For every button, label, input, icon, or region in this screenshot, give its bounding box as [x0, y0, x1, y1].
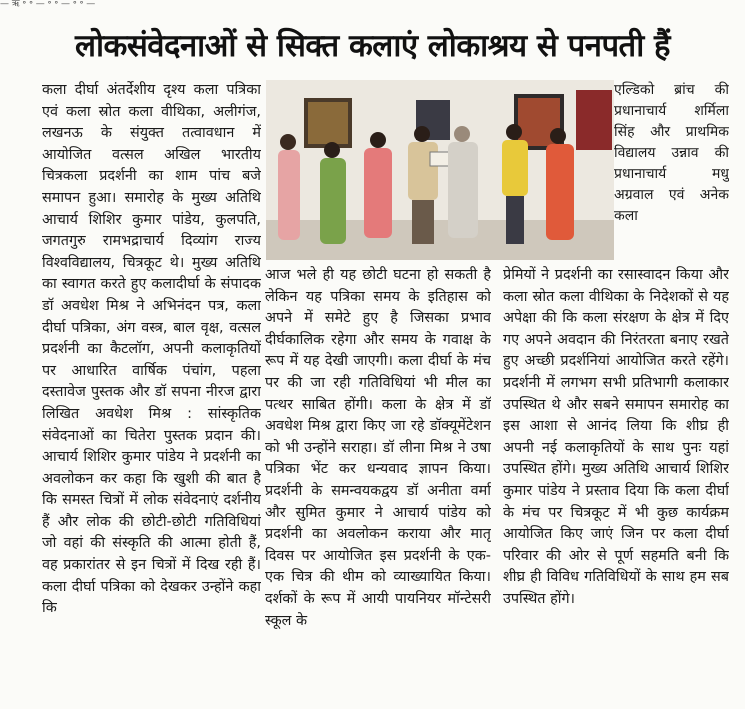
article-column-1 [42, 80, 261, 700]
column-2-text: आज भले ही यह छोटी घटना हो सकती है लेकिन यह पत्रिका समय के इतिहास को अपने में समेटे हुए है जिसका प्रभाव दीर्घकालिक रहेगा और समय के गवाक्ष के रूप में यह देखी जाएगी। कला दीर्घा के मंच पर की जा रही गतिविधियां भी मील का पत्थर साबित होंगी। कला के क्षेत्र में डॉ अवधेश मिश्र द्वारा किए जा रहे डॉक्यूमेंटेशन को भी उन्होंने सराहा। डॉ लीना मिश्र ने उषा पत्रिका भेंट कर धन्यवाद ज्ञापन किया। प्रदर्शनी के समन्वयकद्वय डॉ अनीता वर्मा और सुमित कुमार ने आचार्य पांडेय को प्रदर्शनी का अवलोकन कराया और मातृ दिवस पर आयोजित इस प्रदर्शनी के एक-एक चित्र की थीम को व्याख्यायित किया। दर्शकों के रूप में आयी पायनियर मॉन्टेसरी स्कूल के [265, 267, 491, 629]
article-column-2 [265, 265, 491, 705]
article-column-3 [503, 265, 729, 705]
article-column-3-top [614, 80, 729, 265]
column-1-text: कला दीर्घा अंतर्देशीय दृश्य कला पत्रिका एवं कला स्रोत कला वीथिका, अलीगंज, लखनऊ के संयुक्त तत्वावधान में आयोजित वत्सल अखिल भारतीय चित्रकला प्रदर्शनी का शाम पांच बजे समापन हुआ। समारोह के मुख्य अतिथि आचार्य शिशिर कुमार पांडेय, कुलपति, जगतगुरु रामभद्राचार्य दिव्यांग राज्य विश्वविद्यालय, चित्रकूट थे। मुख्य अतिथि का स्वागत करते हुए कलादीर्घा के संपादक डॉ अवधेश मिश्र ने अभिनंदन पत्र, कला दीर्घा पत्रिका, अंग वस्त्र, बाल वृक्ष, वत्सल प्रदर्शनी का कैटलॉग, अपनी कलाकृतियों पर आधारित वार्षिक पंचांग, पहला दस्तावेज पुस्तक और डॉ सपना नीरज द्वारा लिखित अवधेश मिश्र : सांस्कृतिक संवेदनाओं का चितेरा पुस्तक प्रदान की। आचार्य शिशिर कुमार पांडेय ने प्रदर्शनी का अवलोकन कर कहा कि खुशी की बात है कि समस्त चित्रों में लोक संवेदनाएं दर्शनीय हैं और लोक की छोटी-छोटी गतिविधियां जो वहां की संस्कृति की आत्मा होती हैं, वह प्रकारांतर से इन चित्रों में दिख रही हैं। कला दीर्घा पत्रिका को देखकर उन्होंने कहा कि [42, 82, 261, 617]
column-3-text: प्रेमियों ने प्रदर्शनी का रसास्वादन किया और कला स्रोत कला वीथिका के निदेशकों से यह अपेक्षा की कि कला संरक्षण के क्षेत्र में दिए गए अपने अवदान की निरंतरता बनाए रखते हुए अच्छी प्रदर्शनियां आयोजित करते रहेंगे। प्रदर्शनी में लगभग सभी प्रतिभागी कलाकार उपस्थित थे और सबने समापन समारोह का इस आशा से आनंद लिया कि शीघ्र ही अपनी नई कलाकृतियों के साथ पुनः यहां उपस्थित होंगे। मुख्य अतिथि आचार्य शिशिर कुमार पांडेय ने प्रस्ताव दिया कि कला दीर्घा के मंच पर चित्रकूट में भी कुछ कार्यक्रम आयोजित किए जाएं जिन पर कला दीर्घा परिवार की ओर से पूर्ण सहमति बनी कि शीघ्र ही विविध गतिविधियों के साथ हम सब उपस्थित होंगे। [503, 267, 729, 607]
event-photo-illustration [266, 80, 614, 260]
column-3-top-text: एल्डिको ब्रांच की प्रधानाचार्य शर्मिला सिंह और प्राथमिक विद्यालय उन्नाव की प्रधानाचार्य मधु अग्रवाल एवं अनेक कला [614, 82, 729, 224]
headline: लोकसंवेदनाओं से सिक्त कलाएं लोकाश्रय से पनपती हैं [74, 28, 671, 64]
event-photo [266, 80, 614, 260]
top-cut-text: — ऋ ॰ ॰ — ॰ ॰ — ॰ ॰ — [0, 0, 96, 9]
